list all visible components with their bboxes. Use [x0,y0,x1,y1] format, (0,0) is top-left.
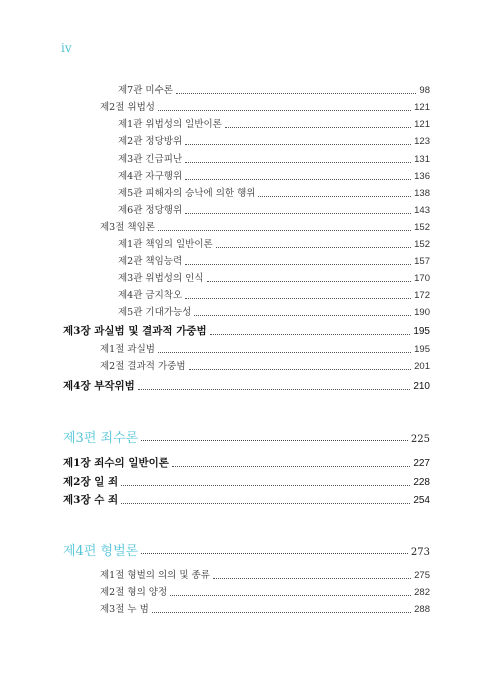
toc-entry-label: 제6관 정당행위 [118,205,183,216]
dot-leader [213,578,411,579]
toc-entry [100,358,430,374]
toc-entry-page: 152 [414,222,430,233]
toc-entry [100,219,430,235]
toc-entry [100,99,430,115]
toc-entry [118,236,430,252]
toc-entry [100,584,430,600]
toc-entry-page: 254 [413,495,430,506]
toc-chapter [63,323,430,339]
toc-entry-page: 227 [413,458,430,469]
dot-leader [158,110,411,111]
toc-chapter [63,455,430,471]
dot-leader [176,93,416,94]
toc-entry-label: 제2절 형의 양정 [100,587,168,598]
toc-entry-page: 288 [414,604,430,615]
toc-entry [100,601,430,617]
toc-entry [118,202,430,218]
toc-entry-label: 제3절 책임론 [100,222,155,233]
toc-entry-page: 282 [414,587,430,598]
dot-leader [152,612,411,613]
toc-chapter [63,492,430,508]
toc-entry [118,287,430,303]
dot-leader [158,230,411,231]
toc-entry-page: 195 [414,344,430,355]
toc-entry-page: 273 [410,547,430,558]
toc-entry-page: 275 [414,570,430,581]
toc-entry-page: 201 [414,361,430,372]
toc-entry-label: 제3관 긴급피난 [118,154,183,165]
toc-entry-label: 제1절 형벌의 의의 및 종류 [100,570,210,581]
toc-entry-label: 제2관 정당방위 [118,136,183,147]
toc-entry-label: 제2관 책임능력 [118,256,183,267]
toc-entry-label: 제3관 위법성의 인식 [118,273,204,284]
toc-entry-page: 195 [413,326,430,337]
dot-leader [225,127,411,128]
dot-leader [258,196,411,197]
toc-entry [118,168,430,184]
toc-entry [118,270,430,286]
toc-entry-page: 143 [414,205,430,216]
toc-entry-label: 제2절 위법성 [100,102,155,113]
toc-entry [118,151,430,167]
toc-entry-page: 170 [414,273,430,284]
toc-entry-label: 제4장 부작위범 [63,380,135,392]
toc-entry-page: 136 [414,171,430,182]
dot-leader [158,352,411,353]
toc-entry-page: 123 [414,136,430,147]
toc-entry-label: 제2절 결과적 가중범 [100,361,186,372]
toc-part-label: 제4편 형벌론 [63,544,139,559]
dot-leader [121,485,410,486]
toc-entry-label: 제1관 위법성의 일반이론 [118,119,222,130]
toc-entry-label: 제1절 과실범 [100,344,155,355]
toc-entry-label: 제3절 누 범 [100,604,149,615]
toc-chapter [63,474,430,490]
page-number: iv [61,41,72,55]
dot-leader [170,595,411,596]
toc-entry [118,82,430,98]
dot-leader [138,389,410,390]
toc-entry-page: 121 [414,119,430,130]
toc-entry [118,133,430,149]
dot-leader [185,264,411,265]
dot-leader [207,281,412,282]
toc-part-label: 제3편 죄수론 [63,431,139,446]
dot-leader [194,315,411,316]
toc-entry-page: 210 [413,381,430,392]
dot-leader [121,503,410,504]
toc-entry-label: 제1관 책임의 일반이론 [118,239,213,250]
dot-leader [172,466,410,467]
toc-entry [100,341,430,357]
dot-leader [185,213,411,214]
toc-entry [118,116,430,132]
toc-entry-label: 제1장 죄수의 일반이론 [63,457,169,469]
toc-chapter [63,378,430,394]
dot-leader [185,179,411,180]
dot-leader [210,334,411,335]
toc-entry-page: 172 [414,290,430,301]
toc-entry-page: 152 [414,239,430,250]
toc-entry-page: 131 [414,154,430,165]
toc-entry-page: 138 [414,188,430,199]
toc-entry [118,253,430,269]
toc-entry [118,185,430,201]
dot-leader [185,144,411,145]
toc-entry-label: 제2장 일 죄 [63,476,119,488]
dot-leader [141,440,408,441]
toc-entry-page: 121 [414,102,430,113]
toc-part [63,427,430,445]
toc-entry-page: 98 [419,85,430,96]
toc-entry-label: 제5관 피해자의 승낙에 의한 행위 [118,188,256,199]
toc-entry-label: 제3장 과실범 및 결과적 가중범 [63,325,207,337]
toc-entry-label: 제4관 자구행위 [118,171,183,182]
toc-entry-page: 225 [410,434,430,445]
dot-leader [185,298,411,299]
dot-leader [189,369,412,370]
dot-leader [141,553,408,554]
toc-entry-label: 제5관 기대가능성 [118,307,192,318]
toc-entry [100,567,430,583]
toc-entry-label: 제3장 수 죄 [63,494,119,506]
dot-leader [185,162,411,163]
dot-leader [216,247,411,248]
toc-entry-page: 228 [413,477,430,488]
toc-entry-label: 제4관 금지착오 [118,290,183,301]
toc-entry-page: 190 [414,307,430,318]
toc-entry-label: 제7관 미수론 [118,85,173,96]
toc-entry [118,304,430,320]
toc-entry-page: 157 [414,256,430,267]
toc-part [63,540,430,558]
